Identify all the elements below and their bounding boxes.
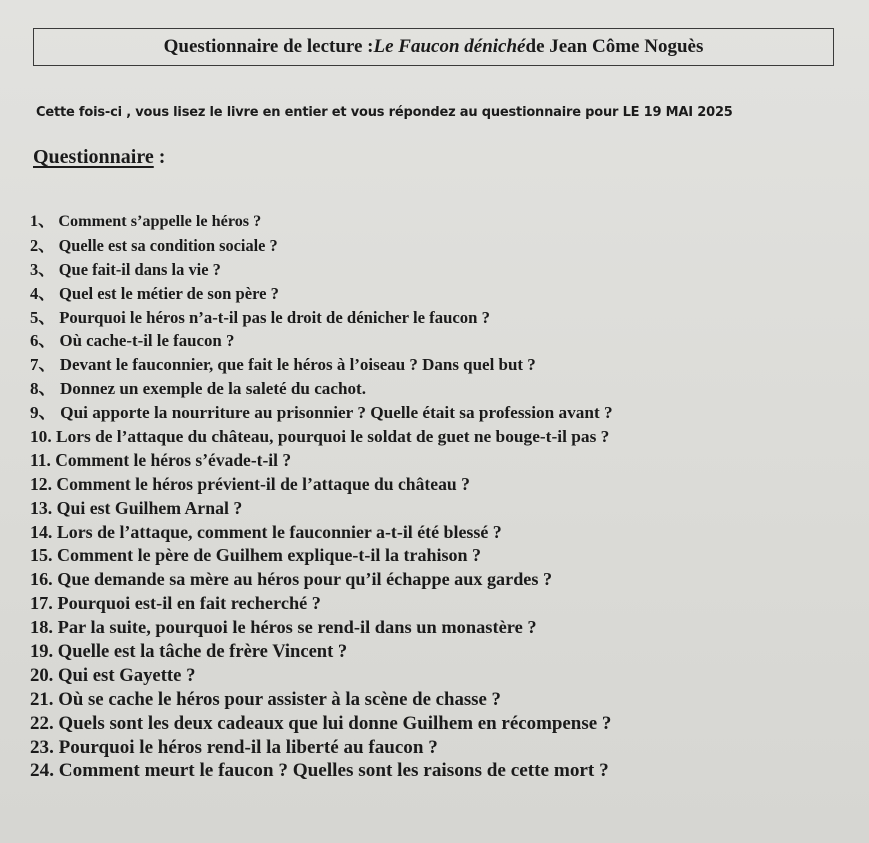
question-item: 17. Pourquoi est-il en fait recherché ? [30, 593, 321, 614]
question-item: 23. Pourquoi le héros rend-il la liberté au faucon ? [30, 736, 438, 758]
title-suffix: de Jean Côme Noguès [525, 36, 704, 57]
question-list [30, 210, 613, 783]
question-item: 20. Qui est Gayette ? [30, 664, 196, 686]
section-title-label: Questionnaire [33, 146, 154, 168]
question-item: 22. Quels sont les deux cadeaux que lui donne Guilhem en récompense ? [30, 712, 612, 734]
question-item: 24. Comment meurt le faucon ? Quelles sont les raisons de cette mort ? [30, 760, 609, 782]
title-prefix: Questionnaire de lecture : [163, 36, 374, 57]
question-item: 12. Comment le héros prévient-il de l’attaque du château ? [30, 473, 470, 494]
question-item: 21. Où se cache le héros pour assister à la scène de chasse ? [30, 688, 501, 710]
question-item: 15. Comment le père de Guilhem explique-t-il la trahison ? [30, 545, 482, 566]
question-item: 3、 Que fait-il dans la vie ? [30, 259, 221, 279]
section-title [33, 146, 165, 169]
question-item: 19. Quelle est la tâche de frère Vincent ? [30, 641, 348, 663]
question-item: 2、 Quelle est sa condition sociale ? [30, 235, 278, 255]
question-item: 16. Que demande sa mère au héros pour qu’il échappe aux gardes ? [30, 569, 553, 590]
question-item: 10. Lors de l’attaque du château, pourquoi le soldat de guet ne bouge-t-il pas ? [30, 427, 610, 447]
question-item: 7、 Devant le fauconnier, que fait le héros à l’oiseau ? Dans quel but ? [30, 355, 536, 375]
question-item: 1、 Comment s’appelle le héros ? [30, 212, 262, 230]
section-title-colon: : [153, 146, 166, 168]
question-item: 18. Par la suite, pourquoi le héros se rend-il dans un monastère ? [30, 617, 537, 638]
question-item: 14. Lors de l’attaque, comment le fauconnier a-t-il été blessé ? [30, 521, 502, 542]
question-item: 13. Qui est Guilhem Arnal ? [30, 497, 243, 518]
question-item: 8、 Donnez un exemple de la saleté du cachot. [30, 379, 366, 399]
question-item: 6、 Où cache-t-il le faucon ? [30, 331, 235, 351]
book-title: Le Faucon déniché [373, 36, 526, 57]
question-item: 4、 Quel est le métier de son père ? [30, 283, 279, 303]
title-box [33, 28, 834, 66]
question-item: 5、 Pourquoi le héros n’a-t-il pas le droit de dénicher le faucon ? [30, 307, 490, 327]
instruction-text: Cette fois-ci , vous lisez le livre en entier et vous répondez au questionnaire pour LE 19 MAI 2025 [36, 105, 733, 120]
question-item: 11. Comment le héros s’évade-t-il ? [30, 449, 292, 470]
question-item: 9、 Qui apporte la nourriture au prisonnier ? Quelle était sa profession avant ? [30, 403, 613, 423]
